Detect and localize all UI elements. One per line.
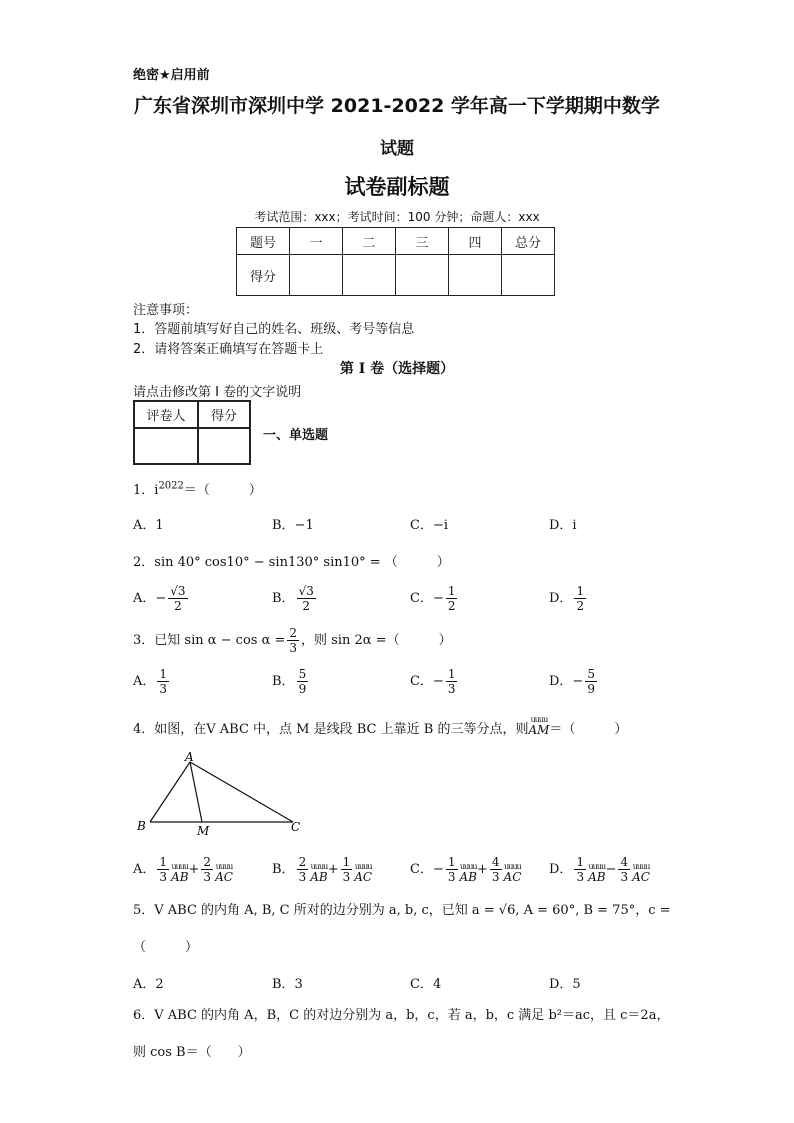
question-6: 6．V ABC 的内角 A，B，C 的对边分别为 a，b，c，若 a，b，c 满足 b²＝ac，且 c＝2a，: [133, 1008, 670, 1023]
vector-name: AC: [354, 870, 373, 884]
vector-name: AC: [632, 870, 650, 884]
score-cell[interactable]: [502, 255, 555, 296]
score-header: 一: [290, 228, 343, 255]
coef-1: [157, 855, 169, 884]
operator: −: [605, 862, 617, 877]
question-4: [133, 715, 627, 737]
option-label: C．: [410, 862, 433, 877]
vector-ab: [460, 862, 477, 884]
frac-num: 2: [203, 855, 212, 869]
q2-option-b[interactable]: [272, 584, 318, 613]
vector-mark: uuuu: [310, 862, 328, 871]
q5-option-c[interactable]: C．4: [410, 977, 442, 992]
vector-ab: [310, 862, 327, 884]
frac-num: 4: [491, 855, 500, 869]
score-header: 总分: [502, 228, 555, 255]
q3-fraction: [585, 667, 597, 696]
vector-ab: [171, 862, 188, 884]
frac-den: 2: [447, 599, 456, 613]
q3-fraction: [287, 626, 299, 655]
q3-option-label: A．: [133, 674, 156, 689]
option-label: B．: [272, 862, 295, 877]
grader-cell[interactable]: [198, 428, 250, 464]
vector-mark: uuuu: [171, 862, 189, 871]
label-b: B: [137, 819, 146, 833]
q2-option-label: D．: [549, 591, 573, 606]
vector-mark: uuuu: [354, 862, 372, 871]
vector-name: AB: [310, 870, 328, 884]
frac-num: 1: [342, 855, 351, 869]
frac-num: 1: [576, 855, 585, 869]
vector-name: AM: [528, 723, 550, 737]
frac-den: 3: [289, 641, 298, 655]
exam-info: 考试范围：xxx；考试时间：100 分钟；命题人：xxx: [254, 210, 540, 224]
question-3: [133, 626, 452, 655]
vector-name: AB: [171, 870, 189, 884]
vector-ac: [354, 862, 372, 884]
part-instruction[interactable]: 请点击修改第 I 卷的文字说明: [133, 385, 302, 400]
frac-den: 3: [203, 870, 212, 884]
q5-option-a[interactable]: A．2: [133, 977, 164, 992]
segment-am: [190, 762, 202, 822]
grader-header: 得分: [198, 401, 250, 428]
frac-den: 9: [587, 682, 595, 696]
vector-name: AC: [215, 870, 233, 884]
q1-option-d[interactable]: D．i: [549, 518, 577, 533]
sign: −: [432, 862, 444, 877]
coef-2: [490, 855, 502, 884]
operator: +: [188, 862, 200, 877]
frac-num: 2: [298, 855, 307, 869]
frac-num: √3: [170, 584, 186, 598]
q3-option-label: C．−: [410, 674, 444, 689]
q3-suffix: ，则 sin 2α =（ ）: [301, 633, 452, 648]
q2-fraction: [168, 584, 187, 613]
score-header: 三: [396, 228, 449, 255]
vector-name: AC: [503, 870, 522, 884]
q3-fraction: [446, 667, 458, 696]
vector-am: [528, 715, 549, 737]
frac-den: 2: [576, 599, 585, 613]
label-a: A: [185, 752, 194, 764]
q2-option-label: C．−: [410, 591, 444, 606]
q2-fraction: [574, 584, 586, 613]
q3-option-c[interactable]: [410, 667, 459, 696]
q3-option-a[interactable]: [133, 667, 171, 696]
exam-subtitle: 试卷副标题: [344, 175, 450, 199]
vector-mark: uuuu: [459, 862, 477, 871]
score-header: 四: [449, 228, 502, 255]
grader-cell[interactable]: [134, 428, 198, 464]
side-ab: [150, 762, 190, 822]
frac-num: 1: [159, 855, 168, 869]
score-header: 题号: [237, 228, 290, 255]
question-5-paren: （ ）: [133, 940, 199, 955]
coef-2: [618, 855, 630, 884]
score-table: [236, 227, 555, 296]
vector-mark: uuuu: [504, 862, 521, 871]
vector-ac: [632, 862, 650, 884]
frac-num: 5: [587, 667, 595, 681]
frac-den: 3: [620, 870, 629, 884]
vector-mark: uuuu: [632, 862, 650, 871]
score-cell[interactable]: [343, 255, 396, 296]
frac-den: 3: [159, 682, 168, 696]
frac-num: 4: [620, 855, 629, 869]
score-row-label: 得分: [237, 255, 290, 296]
q2-option-d[interactable]: [549, 584, 588, 613]
frac-num: 2: [289, 626, 298, 640]
note-item: 1．答题前填写好自己的姓名、班级、考号等信息: [133, 322, 415, 337]
label-c: C: [291, 820, 301, 834]
q3-fraction: [157, 667, 169, 696]
label-m: M: [197, 824, 210, 838]
vector-ac: [215, 862, 233, 884]
side-ac: [190, 762, 293, 822]
q5-option-d[interactable]: D．5: [549, 977, 581, 992]
q3-option-label: D．−: [549, 674, 584, 689]
q3-prefix: 3．已知 sin α − cos α =: [133, 633, 286, 648]
q3-fraction: [297, 667, 309, 696]
vector-name: AB: [459, 870, 477, 884]
frac-den: 9: [298, 682, 307, 696]
q1-exponent: 2022: [158, 480, 184, 492]
frac-den: 3: [159, 870, 168, 884]
frac-num: 5: [298, 667, 307, 681]
option-label: A．: [133, 862, 156, 877]
frac-den: 3: [447, 870, 456, 884]
q2-fraction: [446, 584, 458, 613]
frac-den: 3: [298, 870, 307, 884]
q3-option-label: B．: [272, 674, 295, 689]
coef-1: [574, 855, 586, 884]
frac-num: √3: [298, 584, 314, 598]
q2-fraction: [297, 584, 316, 613]
q1-option-b[interactable]: B．−1: [272, 518, 314, 533]
coef-1: [446, 855, 458, 884]
exam-title-line2: 试题: [380, 139, 414, 159]
confidential-label: 绝密★启用前: [133, 68, 210, 83]
option-label: D．: [549, 862, 573, 877]
q1-base: 1．i: [133, 483, 159, 498]
frac-num: 1: [159, 667, 168, 681]
q1-option-c[interactable]: C．−i: [410, 518, 448, 533]
q4-stem: 4．如图，在V ABC 中，点 M 是线段 BC 上靠近 B 的三等分点，则: [133, 722, 529, 737]
part-title: 第 I 卷（选择题）: [339, 361, 455, 377]
frac-den: 3: [447, 682, 456, 696]
q4-option-d[interactable]: [549, 855, 650, 884]
coef-2: [201, 855, 213, 884]
grader-table: [133, 400, 251, 465]
question-5: 5．V ABC 的内角 A, B, C 所对的边分别为 a, b, c，已知 a = √6, A = 60°, B = 75°，c =: [133, 903, 671, 918]
frac-den: 3: [342, 870, 351, 884]
operator: +: [327, 862, 339, 877]
frac-den: 3: [491, 870, 500, 884]
score-cell[interactable]: [449, 255, 502, 296]
q2-option-a[interactable]: [133, 584, 190, 613]
q2-option-label: B．: [272, 591, 295, 606]
q1-suffix: ＝（ ）: [183, 483, 262, 498]
q1-option-a[interactable]: A．1: [133, 518, 164, 533]
frac-den: 2: [302, 599, 311, 613]
vector-mark: uuuu: [588, 862, 606, 871]
exam-title: 广东省深圳市深圳中学 2021-2022 学年高一下学期期中数学: [134, 95, 660, 117]
operator: +: [476, 862, 488, 877]
q5-option-b[interactable]: B．3: [272, 977, 303, 992]
question-2: 2．sin 40° cos10° − sin130° sin10° = （ ）: [133, 555, 450, 570]
vector-ab: [588, 862, 605, 884]
coef-2: [341, 855, 353, 884]
q4-option-b[interactable]: [272, 855, 372, 884]
frac-num: 1: [447, 855, 456, 869]
frac-num: 1: [447, 584, 456, 598]
q4-option-a[interactable]: [133, 855, 233, 884]
notes-heading: 注意事项：: [133, 303, 199, 318]
frac-num: 1: [447, 667, 456, 681]
score-cell[interactable]: [396, 255, 449, 296]
vector-mark: uuuu: [215, 862, 233, 871]
q2-option-label: A．−: [133, 591, 167, 606]
q4-option-c[interactable]: [410, 855, 521, 884]
note-item: 2．请将答案正确填写在答题卡上: [133, 342, 324, 357]
frac-num: 1: [576, 584, 585, 598]
frac-den: 2: [174, 599, 182, 613]
q3-option-d[interactable]: [549, 667, 599, 696]
grader-header: 评卷人: [134, 401, 198, 428]
vector-ac: [504, 862, 522, 884]
triangle-figure: [130, 752, 310, 842]
question-1: [133, 479, 262, 498]
section-title: 一、单选题: [263, 428, 329, 443]
frac-den: 3: [576, 870, 585, 884]
coef-1: [297, 855, 309, 884]
q2-option-c[interactable]: [410, 584, 459, 613]
score-cell[interactable]: [290, 255, 343, 296]
vector-name: AB: [588, 870, 606, 884]
q3-option-b[interactable]: [272, 667, 310, 696]
score-header: 二: [343, 228, 396, 255]
question-6-line2: 则 cos B＝（ ）: [133, 1045, 251, 1060]
vector-mark: uuuu: [530, 715, 548, 724]
q4-suffix: ＝（ ）: [549, 722, 628, 737]
